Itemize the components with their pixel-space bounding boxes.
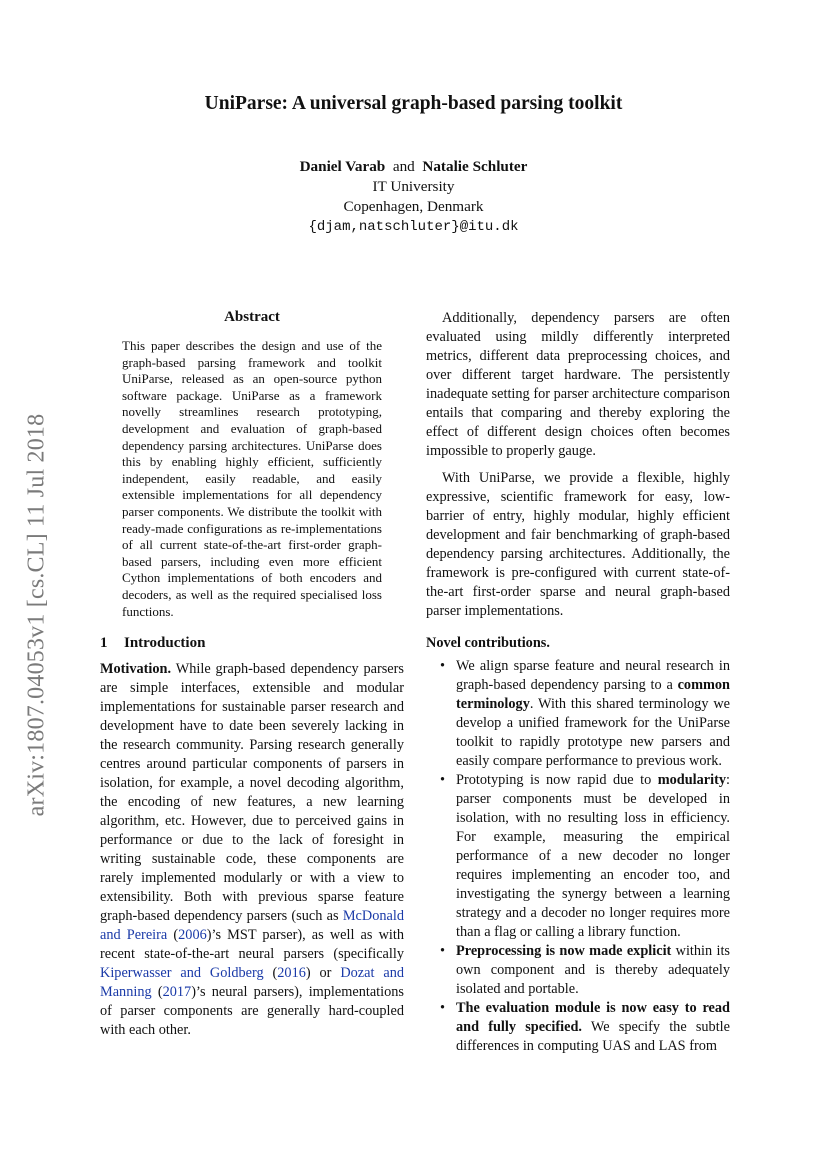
arxiv-identifier: arXiv:1807.04053v1 [cs.CL] 11 Jul 2018	[23, 413, 50, 817]
citation-link[interactable]: Kiperwasser and Goldberg	[100, 965, 264, 982]
list-item-text: . With this shared terminology we develop a unified framework for the UniParse toolkit to rapidly prototype new parsers and easily compare performance to previous work.	[456, 696, 730, 769]
author-name: Natalie Schluter	[422, 158, 528, 175]
motivation-label: Motivation.	[100, 661, 172, 678]
citation-link[interactable]: Dozat and Manning	[100, 965, 404, 1001]
list-item-text: Prototyping is now rapid due to	[456, 772, 658, 788]
bullet-icon: •	[440, 943, 446, 959]
abstract-text: This paper describes the design and use of the graph-based parsing framework and toolkit UniParse, released as an open-source python software package. UniParse as a framework novelly streamlines research prototyping, development and evaluation of graph-based dependency parsing architectures. UniParse does this by enabling highly efficient, sufficiently independent, easily readable, and easily extensible implementations for all dependency parser components. We distribute the toolkit with ready-made configurations as re-implementations of all current state-of-the-art first-order graph-based parsers, including even more efficient Cython implementations of both encoders and decoders, as well as the required specialised loss functions.	[122, 338, 382, 619]
paragraph-text: MST parser), as well as with recent state-of-the-art neural parsers (specifically	[100, 927, 405, 963]
paragraph-text: ’s neural parsers), implementations of parser components are generally hard-coupled with each other.	[100, 984, 404, 1039]
list-item	[426, 657, 730, 771]
bullet-icon: •	[440, 772, 446, 788]
bullet-icon: •	[440, 1000, 446, 1016]
body-paragraph: With UniParse, we provide a flexible, highly expressive, scientific framework for easy, low-barrier of entry, highly modular, highly efficient development and fair benchmarking of graph-based dependency parsing architectures. Additionally, the framework is pre-configured with current state-of-the-art first-order sparse and neural graph-based parser implementations.	[426, 470, 730, 619]
author-name: Daniel Varab	[299, 158, 386, 175]
abstract-heading: Abstract	[224, 309, 280, 325]
paragraph-text: While graph-based dependency parsers are simple interfaces, extensible and modular implementations for sustainable parser research and development have to date been severely lacking in the research community. Parsing research generally centres around particular components of parsers in isolation, for example, a novel decoding algorithm, the encoding of new features, a new learning algorithm, etc. However, due to perceived gains in performance or due to the lack of foresight in writing sustainable code, these components are rarely implemented modularly or with a view to extensibility. Both with previous sparse feature graph-based dependency parsers (such as	[100, 661, 404, 925]
list-item	[426, 999, 730, 1056]
left-column	[100, 309, 404, 1040]
list-item	[426, 771, 730, 942]
arxiv-sidebar-stamp	[17, 375, 57, 855]
list-item	[426, 942, 730, 999]
list-item-text: : parser components must be developed in isolation, with no resulting loss in efficiency. For example, measuring the empirical performance of a new decoder no longer requires implementing an encoder too, and investigating the synergy between a learning strategy and a decoder no longer requires more than a flag or calling a library function.	[456, 772, 730, 940]
right-column	[426, 309, 730, 1056]
motivation-paragraph: Motivation. While graph-based dependency parsers are simple interfaces, extensible and modular implementations for sustainable parser research and development have to date been severely lacking in the research community. Parsing research generally centres around particular components of parsers in isolation, for example, a novel decoding algorithm, the encoding of new features, a new learning algorithm, etc. However, due to perceived gains in performance or due to the lack of foresight in writing sustainable code, these components are rarely implemented modularly or with a view to extensibility. Both with previous sparse feature graph-based dependency parsers (such as McDonald and Pereira (2006)’s MST parser), as well as with recent state-of-the-art neural parsers (specifically Kiperwasser and Goldberg (2016) or Dozat and Manning (2017)’s neural parsers), implementations of parser components are generally hard-coupled with each other.	[100, 661, 405, 1039]
author-names	[0, 157, 827, 177]
section-title: Introduction	[124, 635, 206, 652]
citation-year-link[interactable]: 2006	[178, 927, 207, 944]
paper-title: UniParse: A universal graph-based parsing toolkit	[204, 93, 623, 114]
list-item-emphasis: common terminology	[456, 677, 730, 712]
author-conjunction: and	[392, 158, 415, 175]
list-item-text: within its own component and is thereby adequately isolated and portable.	[456, 943, 730, 997]
citation-year-link[interactable]: 2017	[162, 984, 192, 1001]
list-item-text: We specify the subtle differences in computing UAS and LAS from	[456, 1019, 730, 1054]
contributions-heading: Novel contributions.	[426, 635, 550, 651]
citation-year-link[interactable]: 2016	[277, 965, 306, 982]
list-item-emphasis: Preprocessing is now made explicit	[456, 943, 672, 959]
body-paragraph: Additionally, dependency parsers are often evaluated using mildly differently interpreted metrics, different data preprocessing choices, and over different target hardware. The persistently inadequate setting for parser architecture comparison entails that comparing and thereby exploring the effect of different design choices often becomes impossible to properly gauge.	[426, 310, 730, 459]
section-heading-introduction	[100, 635, 404, 652]
author-block	[0, 157, 827, 237]
location: Copenhagen, Denmark	[343, 198, 484, 215]
email: {djam,natschluter}@itu.dk	[308, 219, 519, 235]
bullet-icon: •	[440, 658, 446, 674]
contributions-list	[426, 657, 730, 1056]
list-item-emphasis: The evaluation module is now easy to read and fully specified.	[456, 1000, 730, 1035]
section-number: 1	[100, 635, 108, 652]
list-item-emphasis: modularity	[657, 772, 727, 788]
paragraph-text: or	[310, 965, 341, 982]
list-item-text: We align sparse feature and neural research in graph-based dependency parsing to a	[456, 658, 730, 693]
affiliation: IT University	[372, 178, 455, 195]
citation-link[interactable]: McDonald and Pereira	[100, 908, 404, 944]
